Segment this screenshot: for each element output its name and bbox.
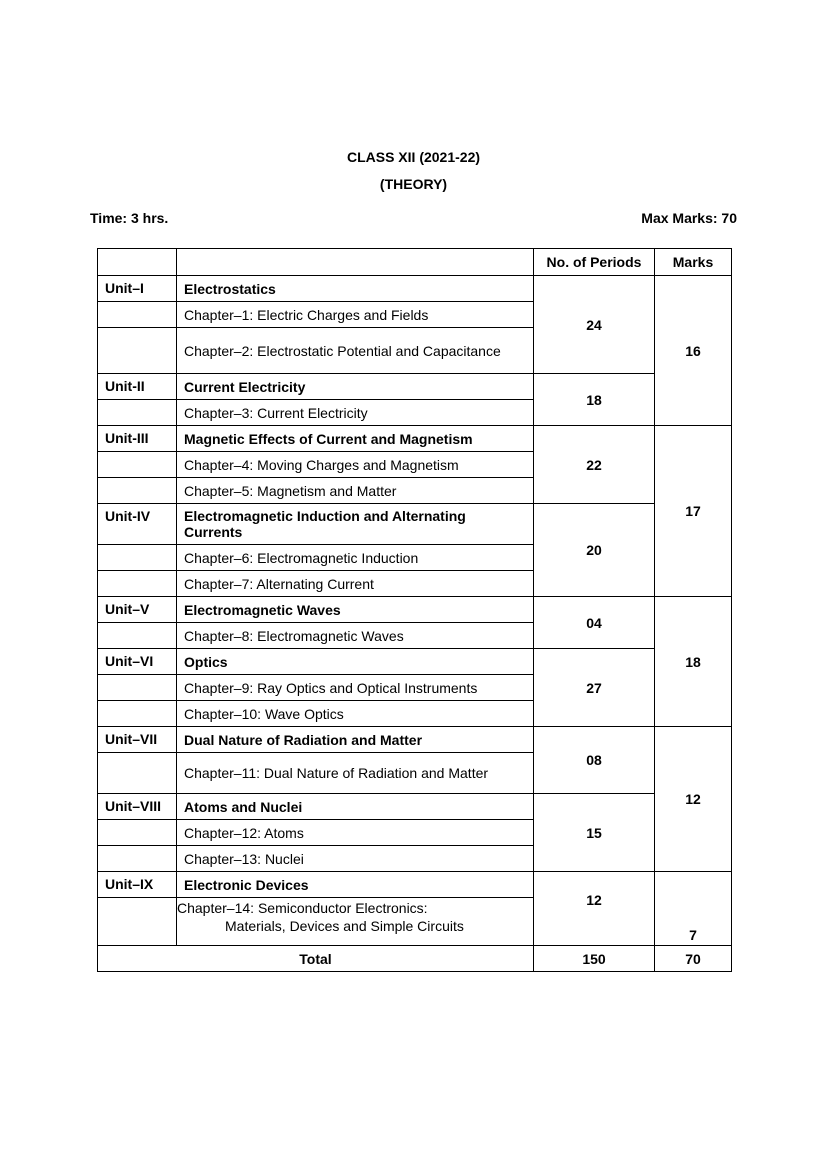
unit-title: Electromagnetic Induction and Alternating Currents [177,504,534,545]
unit-label [98,571,177,597]
column-header-marks: Marks [655,249,732,276]
total-periods: 150 [534,946,655,972]
chapter-title: Chapter–7: Alternating Current [177,571,534,597]
chapter-title: Chapter–2: Electrostatic Potential and Capacitance [177,328,534,374]
max-marks-label: Max Marks: 70 [641,210,737,226]
unit-title: Current Electricity [177,374,534,400]
periods-value: 18 [534,374,655,426]
unit-label: Unit–VI [98,649,177,675]
chapter-title: Chapter–6: Electromagnetic Induction [177,545,534,571]
table-header-row [98,249,732,276]
unit-label [98,328,177,374]
unit-label: Unit–I [98,276,177,302]
time-label: Time: 3 hrs. [90,210,169,226]
column-header-periods: No. of Periods [534,249,655,276]
unit-title: Electronic Devices [177,872,534,898]
chapter-title: Chapter–5: Magnetism and Matter [177,478,534,504]
chapter-title: Chapter–4: Moving Charges and Magnetism [177,452,534,478]
chapter-title: Chapter–8: Electromagnetic Waves [177,623,534,649]
chapter-title: Chapter–3: Current Electricity [177,400,534,426]
periods-value: 15 [534,794,655,872]
unit-label: Unit-IV [98,504,177,545]
column-header-unit [98,249,177,276]
unit-title: Atoms and Nuclei [177,794,534,820]
unit-label: Unit–IX [98,872,177,898]
unit-title: Dual Nature of Radiation and Matter [177,727,534,753]
chapter-14-line-1: Chapter–14: Semiconductor Electronics: [177,900,428,916]
chapter-title: Chapter–12: Atoms [177,820,534,846]
marks-value: 18 [655,597,732,727]
total-row [98,946,732,972]
unit-label: Unit–V [98,597,177,623]
unit-label [98,400,177,426]
table-row [98,276,732,302]
total-marks: 70 [655,946,732,972]
marks-value: 17 [655,426,732,597]
unit-label [98,623,177,649]
unit-label [98,452,177,478]
unit-label [98,753,177,794]
unit-label [98,478,177,504]
chapter-title: Chapter–11: Dual Nature of Radiation and Matter [177,753,534,794]
table-row [98,872,732,898]
periods-value: 04 [534,597,655,649]
periods-value: 27 [534,649,655,727]
table-row [98,504,732,545]
unit-label [98,675,177,701]
table-row [98,727,732,753]
chapter-title: Chapter–9: Ray Optics and Optical Instruments [177,675,534,701]
column-header-topic [177,249,534,276]
unit-label: Unit-III [98,426,177,452]
table-row [98,597,732,623]
unit-label [98,545,177,571]
theory-subtitle: (THEORY) [379,176,448,192]
table-row [98,794,732,820]
unit-title: Optics [177,649,534,675]
periods-value: 24 [534,276,655,374]
unit-title: Electrostatics [177,276,534,302]
unit-label [98,820,177,846]
table-row [98,374,732,400]
unit-title: Magnetic Effects of Current and Magnetism [177,426,534,452]
periods-value: 20 [534,504,655,597]
syllabus-table [97,248,732,972]
chapter-title: Chapter–13: Nuclei [177,846,534,872]
table-row [98,649,732,675]
unit-label: Unit-II [98,374,177,400]
class-title: CLASS XII (2021-22) [346,149,481,165]
unit-label: Unit–VII [98,727,177,753]
unit-label: Unit–VIII [98,794,177,820]
chapter-title: Chapter–10: Wave Optics [177,701,534,727]
unit-label [98,846,177,872]
table-row [98,426,732,452]
periods-value: 22 [534,426,655,504]
unit-title: Electromagnetic Waves [177,597,534,623]
marks-value: 12 [655,727,732,872]
unit-label [98,701,177,727]
total-label: Total [98,946,534,972]
marks-value: 16 [655,276,732,426]
periods-value: 12 [534,872,655,946]
marks-value: 7 [655,872,732,946]
chapter-title: Chapter–1: Electric Charges and Fields [177,302,534,328]
chapter-title [177,898,534,946]
unit-label [98,898,177,946]
unit-label [98,302,177,328]
chapter-14-line-2: Materials, Devices and Simple Circuits [225,918,464,934]
periods-value: 08 [534,727,655,794]
